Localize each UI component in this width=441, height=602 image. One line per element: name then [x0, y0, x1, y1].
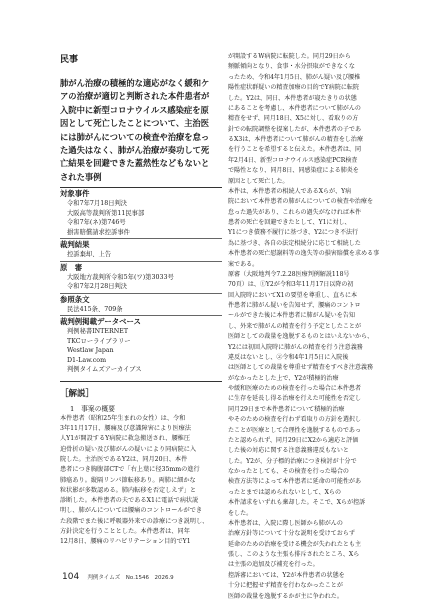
- body-line: や緩和医療のための検査を行った場合に本件患者: [228, 385, 362, 392]
- body-line: 70頁）は、①Y2が令和3年11月17日以降の初: [228, 281, 354, 289]
- body-line: ったため、令和4年1月5日、肺がん疑い及び腰椎: [228, 73, 361, 81]
- body-line: した後の対応に関する注意義務違反もないと: [228, 447, 349, 455]
- meta-heading: 裁判例掲載データベース: [60, 317, 141, 327]
- body-line: で陽性となり、同月8日、同感染症による肺炎を: [228, 167, 359, 175]
- body-line: 案である。: [228, 260, 259, 268]
- meta-separator: [60, 261, 222, 262]
- body-line: がなかったとした上で、Y2が積極的治療: [228, 374, 339, 382]
- case-summary: [60, 77, 222, 184]
- summary-line: された事例: [60, 171, 102, 182]
- meta-heading: 裁判結果: [60, 240, 90, 250]
- body-line: した。Y2が、分子標的治療につき検討が十分で: [228, 457, 357, 465]
- kaisetsu-body-line: 粒状影が多数認める。肺内転移を否定しえず」と: [60, 486, 197, 494]
- body-line: した。Y2は、同日、本件患者が寝たきりの状態: [228, 94, 357, 102]
- body-line: 怠った過失があり、これらの過失がなければ本件: [228, 208, 362, 216]
- meta-value: 大阪高等裁判所第11民事部: [67, 209, 145, 217]
- kaisetsu-body-line: 3年11月17日、腰痛及び意識障害により医療法: [60, 425, 192, 433]
- kaisetsu-body-line: た段階でまた後に呼吸器外来での診療につき説明し、: [60, 517, 209, 525]
- body-line: 頻脈傾向となり、食事・水分摂取ができなくな: [228, 63, 355, 71]
- kaisetsu-body-line: 12月8日、腰痛のリハビリテーション目的でY1: [60, 538, 191, 546]
- body-line: は医師としての裁量を尊重せず精査をすべき注意義務: [228, 364, 374, 372]
- body-line: 為に基づき、各自の法定相続分に応じて相続した: [228, 239, 361, 247]
- body-line: 回入院時においてX1の要望を尊重し、直ちに本: [228, 291, 358, 299]
- body-line: をした。: [228, 509, 253, 517]
- body-line: 患者の死亡を回避できたとして、Y1に対し、: [228, 219, 351, 226]
- kaisetsu-title: ［解説］: [60, 388, 95, 399]
- meta-value: 大阪地方裁判所令和5年(ワ)第3033号: [67, 273, 174, 281]
- body-line: を行うことを希望すると伝えた。本件患者は、同: [228, 146, 362, 154]
- body-line: 治療方針等について十分な説明を受けておらず: [228, 530, 355, 538]
- meta-separator: [60, 293, 222, 294]
- meta-value: Westlaw Japan: [67, 347, 114, 355]
- kaisetsu-body-line: 方針決定を行うこととした。本件患者は、同年: [60, 528, 190, 536]
- meta-heading: 対象事件: [60, 189, 90, 199]
- body-line: 検査方法等によって本件患者に延命の可能性があ: [228, 478, 362, 486]
- body-line: 違反はないとし、②令和4年1月5日に入院後: [228, 353, 349, 361]
- body-line: に生存を延長し得る治療を行えた可能性を否定し: [228, 395, 362, 403]
- body-line: 本件患者の死亡慰謝料等の逸失等の損害賠償を求める事: [228, 250, 380, 258]
- right-column-body: [228, 52, 398, 602]
- body-line: Y2には初回入院時に肺がんの精査を行う注意義務: [228, 343, 363, 351]
- body-line: 年2月4日、新型コロナウイルス感染症PCR検査: [228, 156, 358, 164]
- summary-line: 肺がん治療の積極的な適応がなく緩和ケ: [60, 78, 210, 88]
- body-line: は主張の追加及び補充を行った。: [228, 561, 319, 569]
- body-line: たことが医療として合理性を逸脱するものであっ: [228, 426, 361, 434]
- body-line: 本件は、本件患者の相続人であるXらが、Y病: [228, 187, 352, 195]
- meta-value: 判例秘書INTERNET: [67, 328, 129, 336]
- page-footer: [62, 572, 174, 582]
- kaisetsu-body: [60, 414, 222, 548]
- body-line: し、外来で肺がんの精査を行う予定としたことが: [228, 322, 362, 330]
- body-line: ールができた後に本件患者に肺がん疑いを告知: [228, 312, 355, 320]
- body-line: 本件患者は、入院に際し医師から肺がんの: [228, 519, 343, 527]
- meta-value: 判例タイムズアーカイブス: [67, 366, 142, 374]
- meta-separator: [60, 315, 222, 316]
- body-line: 件患者に肺がん疑いを告知せず、腰痛のコントロ: [228, 302, 361, 309]
- body-line: Y1につき債務不履行に基づき、Y2につき不法行: [228, 229, 359, 237]
- body-line: 延命のための治療を受ける機会が失われたとも主: [228, 540, 362, 548]
- kaisetsu-body-line: 患者につき胸腹部CTで「右上葉に径35mmの進行: [60, 466, 200, 474]
- meta-value: D1-Law.com: [67, 356, 107, 364]
- body-line: なかったとしても、その検査を行った場合の: [228, 468, 349, 475]
- meta-value: 損害賠償請求控訴事件: [67, 228, 130, 236]
- meta-top-rule: [60, 187, 222, 188]
- body-line: たと認められず、同月29日にX2から適応と評価: [228, 436, 359, 444]
- kaisetsu-body-line: 本件患者（昭和25年生まれの女性）は、令和: [60, 414, 186, 422]
- kaisetsu-body-line: 迫骨折の疑い及び肺がんの疑いにより同病院に入: [60, 445, 197, 453]
- body-line: 同月29日まで本件患者について積極的治療: [228, 405, 345, 413]
- body-line: やそのための検査を行わず看取りの方針を選択し: [228, 416, 362, 424]
- body-line: 張し、このような主張も排斥されたところ、Xら: [228, 551, 360, 558]
- meta-value: TKCローライブラリー: [67, 337, 131, 345]
- meta-value: 控訴棄却、上告: [67, 251, 112, 259]
- meta-separator: [60, 238, 222, 239]
- meta-value: 令和7年7月18日判決: [67, 200, 128, 208]
- journal-info: 判例タイムズ No.1546 2026.9: [87, 575, 174, 581]
- body-line: 陽性症状群疑いの精査加療の目的でY病院に転院: [228, 84, 359, 92]
- body-line: 控訴審においては、Y2が本件患者の状態を: [228, 571, 345, 579]
- kaisetsu-rule: [60, 381, 222, 382]
- summary-line: には肺がんについての検査や治療を怠っ: [60, 131, 210, 142]
- body-line: 原因として死亡した。: [228, 177, 289, 185]
- category-label: 民事: [60, 55, 79, 65]
- body-line: ったとまでは認められないとして、Xらの: [228, 488, 342, 496]
- summary-line: 入院中に新型コロナウイルス感染症を原: [60, 104, 209, 115]
- summary-line: アの治療が適切と判断された本件患者が: [60, 91, 210, 102]
- kaisetsu-body-line: 明し、肺がんについては腰痛のコントロールができ: [60, 507, 203, 515]
- left-column: [60, 52, 222, 548]
- body-line: 本件請求をいずれも棄却した。そこで、Xらが控訴: [228, 499, 366, 507]
- body-line: が開設するW病院に転院した。同月29日から: [228, 53, 351, 60]
- page-number: 104: [62, 572, 80, 582]
- kaisetsu-body-line: 診断した。本件患者の夫であるX1に電話で病状説: [60, 497, 199, 505]
- summary-line: 因として死亡したことについて、主治医: [60, 118, 210, 129]
- body-line: 院において本件患者の肺がんについての検査や治療を: [228, 198, 374, 206]
- meta-heading: 原 審: [60, 262, 83, 272]
- body-line: 十分に把握せず精査を行わなかったことが: [228, 582, 343, 590]
- body-line: 針での転院調整を提案したが、本件患者の子であ: [228, 125, 362, 133]
- body-line: 医師の裁量を逸脱するかが主に争われた。: [228, 592, 343, 600]
- meta-heading: 参照条文: [60, 294, 90, 304]
- summary-line: 亡結果を回避できた蓋然性などもないと: [60, 158, 210, 169]
- summary-line: た過失はなく、肺がん治療が奏功して死: [60, 145, 210, 156]
- kaisetsu-body-line: 院した。主治医であるY2は、同月20日、本件: [60, 455, 188, 463]
- meta-value: 令和7年(ネ)第746号: [67, 219, 126, 227]
- kaisetsu-body-line: 肺癌あり。縦隔リンパ節転移あり。両肺に細かな: [60, 476, 196, 484]
- body-line: 医師としての裁量を逸脱するものとはいえないから、: [228, 333, 374, 341]
- body-line: にあることを考慮し、本件患者について肺がんの: [228, 104, 361, 112]
- kaisetsu-body-line: 人Y1が開設するY病院に救急搬送され、腰椎圧: [60, 435, 191, 443]
- body-line: るX3は、本件患者について肺がんの精査をし治療: [228, 136, 364, 143]
- case-metadata: [60, 189, 222, 375]
- body-line: 原審（大阪地判令7.2.28医療判例解説118号: [228, 270, 350, 278]
- meta-value: 民法415条、709条: [67, 305, 123, 313]
- kaisetsu-subheading: 1 事案の概要: [70, 404, 116, 413]
- meta-value: 令和7年2月28日判決: [67, 283, 128, 291]
- body-line: 精査をせず、同月18日、X5に対し、看取りの方: [228, 115, 359, 123]
